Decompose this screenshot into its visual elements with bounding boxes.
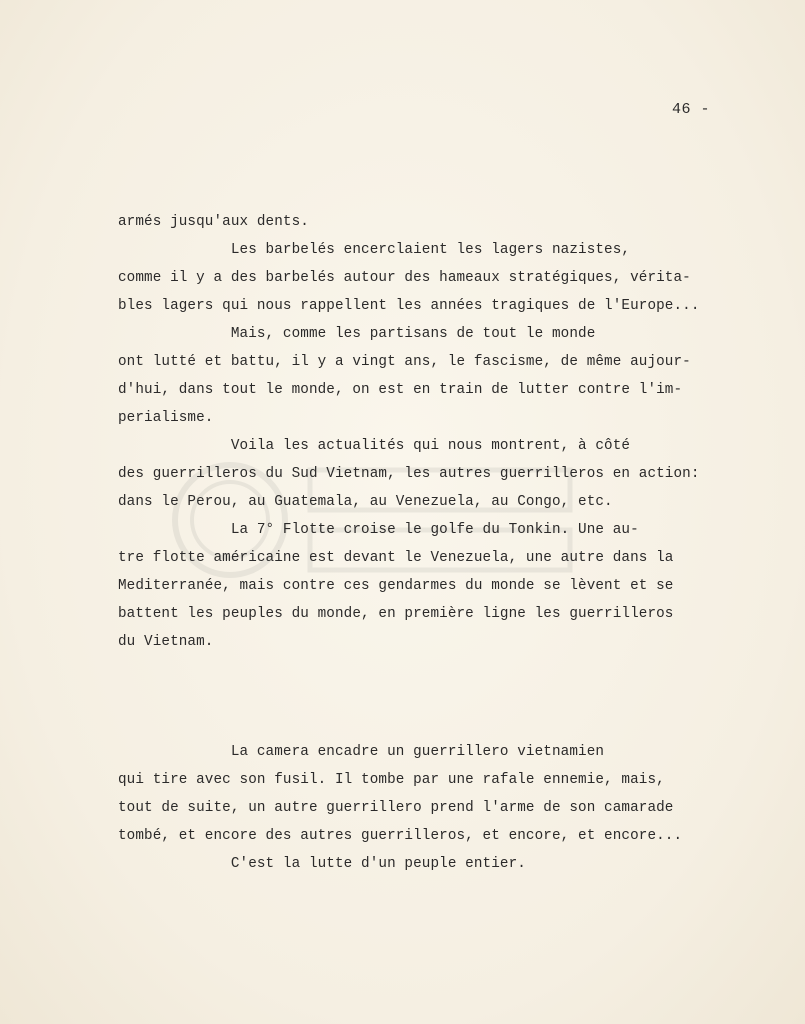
text-line: Mediterranée, mais contre ces gendarmes du monde se lèvent et se — [118, 578, 674, 594]
text-line: Mais, comme les partisans de tout le monde — [118, 326, 596, 342]
text-line: La camera encadre un guerrillero vietnamien — [118, 744, 605, 760]
text-line: tout de suite, un autre guerrillero prend l'arme de son camarade — [118, 800, 674, 816]
text-line: La 7° Flotte croise le golfe du Tonkin. Une au- — [118, 522, 639, 538]
text-line: Voila les actualités qui nous montrent, à côté — [118, 438, 631, 454]
text-line: comme il y a des barbelés autour des hameaux stratégiques, vérita- — [118, 270, 691, 286]
text-line: battent les peuples du monde, en première ligne les guerrilleros — [118, 606, 674, 622]
text-line: armés jusqu'aux dents. — [118, 214, 309, 230]
text-line: C'est la lutte d'un peuple entier. — [118, 856, 526, 872]
text-line: dans le Perou, au Guatemala, au Venezuela, au Congo, etc. — [118, 494, 613, 510]
text-line: des guerrilleros du Sud Vietnam, les autres guerrilleros en action: — [118, 466, 700, 482]
text-line: d'hui, dans tout le monde, on est en train de lutter contre l'im- — [118, 382, 683, 398]
text-line: perialisme. — [118, 410, 214, 426]
text-line: tombé, et encore des autres guerrilleros, et encore, et encore... — [118, 828, 683, 844]
text-line: Les barbelés encerclaient les lagers nazistes, — [118, 242, 631, 258]
text-line: ont lutté et battu, il y a vingt ans, le fascisme, de même aujour- — [118, 354, 691, 370]
text-line: qui tire avec son fusil. Il tombe par une rafale ennemie, mais, — [118, 772, 665, 788]
text-line: bles lagers qui nous rappellent les années tragiques de l'Europe... — [118, 298, 700, 314]
text-line: du Vietnam. — [118, 634, 214, 650]
text-line: tre flotte américaine est devant le Venezuela, une autre dans la — [118, 550, 674, 566]
page-number: 46 - — [672, 101, 711, 118]
